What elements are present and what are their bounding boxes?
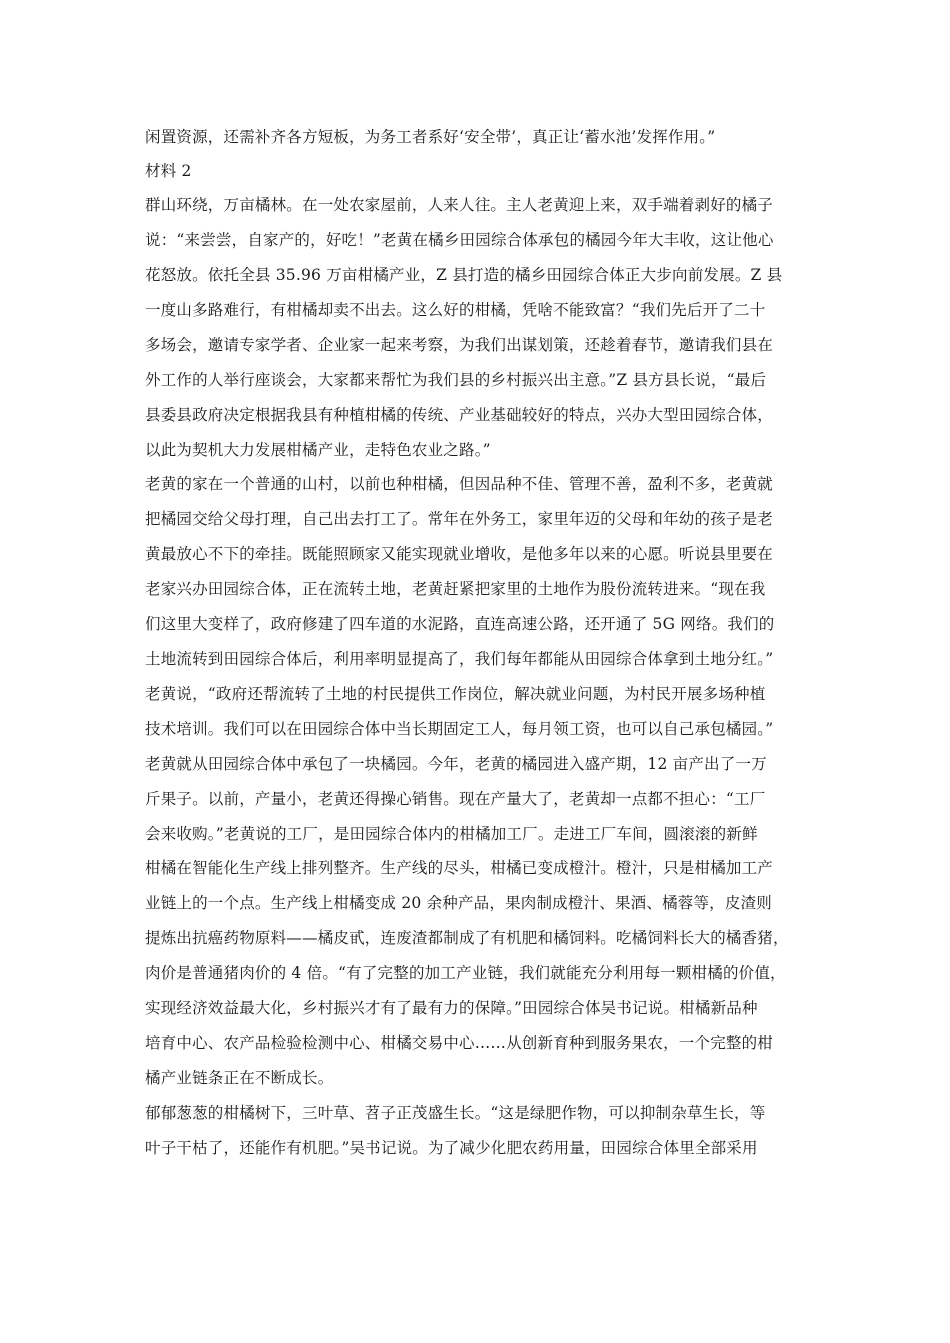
text-line: 实现经济效益最大化，乡村振兴才有了最有力的保障。”田园综合体吴书记说。柑橘新品种	[145, 999, 758, 1017]
text-line: 把橘园交给父母打理，自己出去打工了。常年在外务工，家里年迈的父母和年幼的孩子是老	[145, 510, 774, 528]
text-line: 土地流转到田园综合体后，利用率明显提高了，我们每年都能从田园综合体拿到土地分红。”	[145, 650, 774, 668]
text-line: 技术培训。我们可以在田园综合体中当长期固定工人，每月领工资，也可以自己承包橘园。”	[145, 720, 774, 738]
text-line: 以此为契机大力发展柑橘产业，走特色农业之路。”	[145, 441, 491, 459]
text-line: 斤果子。以前，产量小，老黄还得操心销售。现在产量大了，老黄却一点都不担心：“工厂	[145, 790, 766, 808]
text-line: 老黄的家在一个普通的山村，以前也种柑橘，但因品种不佳、管理不善，盈利不多，老黄就	[145, 475, 774, 493]
text-line: 老黄说，“政府还帮流转了土地的村民提供工作岗位，解决就业问题，为村民开展多场种植	[145, 685, 766, 703]
text-line: 业链上的一个点。生产线上柑橘变成 20 余种产品，果肉制成橙汁、果酒、橘蓉等，皮渣则	[145, 894, 772, 912]
text-line: 多场会，邀请专家学者、企业家一起来考察，为我们出谋划策，还趁着春节，邀请我们县在	[145, 336, 774, 354]
text-line: 说：“来尝尝，自家产的，好吃！”老黄在橘乡田园综合体承包的橘园今年大丰收，这让他心	[145, 231, 774, 249]
text-line: 外工作的人举行座谈会，大家都来帮忙为我们县的乡村振兴出主意。”Z 县方县长说，“最后	[145, 371, 767, 389]
text-line: 培育中心、农产品检验检测中心、柑橘交易中心……从创新育种到服务果农，一个完整的柑	[145, 1034, 774, 1052]
text-line: 橘产业链条正在不断成长。	[145, 1069, 334, 1087]
text-line: 柑橘在智能化生产线上排列整齐。生产线的尽头，柑橘已变成橙汁。橙汁，只是柑橘加工产	[145, 859, 774, 877]
text-line: 花怒放。依托全县 35.96 万亩柑橘产业，Z 县打造的橘乡田园综合体正大步向前发展。Z 县	[145, 266, 783, 284]
text-line: 郁郁葱葱的柑橘树下，三叶草、苕子正茂盛生长。“这是绿肥作物，可以抑制杂草生长，等	[145, 1104, 766, 1122]
text-line: 一度山多路难行，有柑橘却卖不出去。这么好的柑橘，凭啥不能致富？“我们先后开了二十	[145, 301, 766, 319]
section-heading: 材料 2	[145, 162, 192, 180]
text-line: 群山环绕，万亩橘林。在一处农家屋前，人来人往。主人老黄迎上来，双手端着剥好的橘子	[145, 196, 774, 214]
text-line: 县委县政府决定根据我县有种植柑橘的传统、产业基础较好的特点，兴办大型田园综合体，	[145, 406, 774, 424]
text-line: 会来收购。”老黄说的工厂，是田园综合体内的柑橘加工厂。走进工厂车间，圆滚滚的新鲜	[145, 825, 758, 843]
text-line: 黄最放心不下的牵挂。既能照顾家又能实现就业增收，是他多年以来的心愿。听说县里要在	[145, 545, 774, 563]
text-line: 老家兴办田园综合体，正在流转土地，老黄赶紧把家里的土地作为股份流转进来。“现在我	[145, 580, 766, 598]
text-line: 叶子干枯了，还能作有机肥。”吴书记说。为了减少化肥农药用量，田园综合体里全部采用	[145, 1139, 758, 1157]
text-line: 闲置资源，还需补齐各方短板，为务工者系好‘安全带’，真正让‘蓄水池’发挥作用。”	[145, 128, 716, 146]
text-line: 们这里大变样了，政府修建了四车道的水泥路，直连高速公路，还开通了 5G 网络。我们的	[145, 615, 775, 633]
text-line: 肉价是普通猪肉价的 4 倍。“有了完整的加工产业链，我们就能充分利用每一颗柑橘的价值，	[145, 964, 786, 982]
text-line: 老黄就从田园综合体中承包了一块橘园。今年，老黄的橘园进入盛产期，12 亩产出了一万	[145, 755, 767, 773]
text-line: 提炼出抗癌药物原料——橘皮甙，连废渣都制成了有机肥和橘饲料。吃橘饲料长大的橘香猪，	[145, 929, 789, 947]
